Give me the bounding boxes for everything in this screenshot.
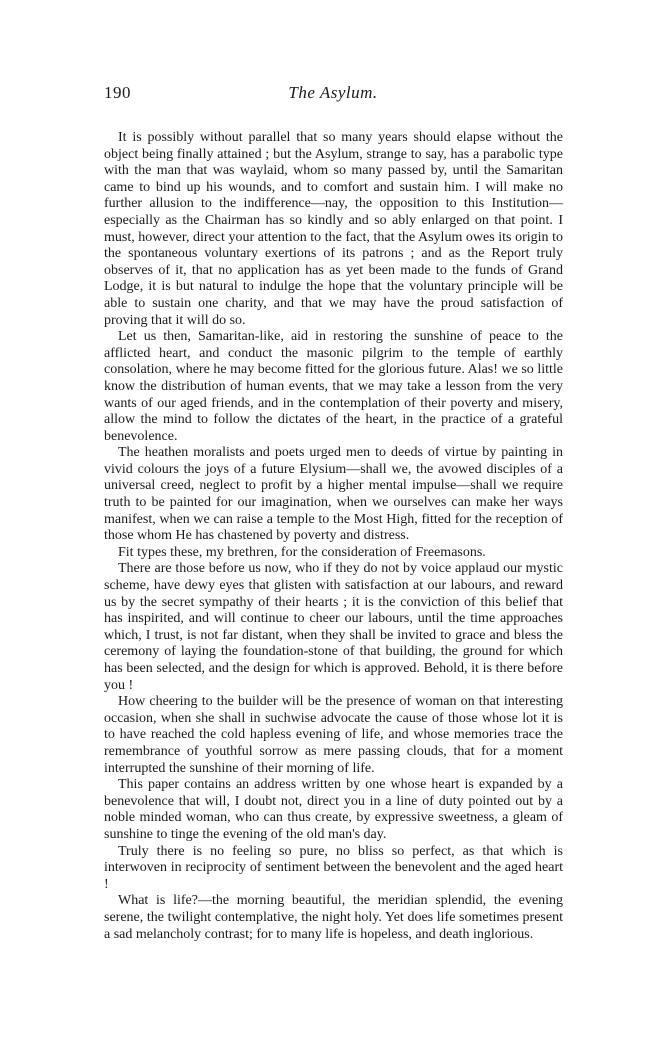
running-title: The Asylum. [288,83,378,102]
body-text [104,130,563,943]
paragraph: How cheering to the builder will be the presence of woman on that interesting occasion, when she shall in suchwise advocate the cause of those whose lot it is to have reached the cold hapless evening of life, and whose memories trace the remembrance of youthful sorrow as mere passing clouds, that for a moment interrupted the sunshine of their morning of life. [104,694,563,776]
paragraph: The heathen moralists and poets urged men to deeds of virtue by painting in vivid colours the joys of a future Elysium—shall we, the avowed disciples of a universal creed, neglect to profit by a higher mental impulse—shall we require truth to be painted for our imagination, when we ourselves can make her ways manifest, when we can raise a temple to the Most High, fitted for the reception of those whom He has chastened by poverty and distress. [104,445,563,544]
page-number: 190 [104,83,131,102]
paragraph: Let us then, Samaritan-like, aid in restoring the sunshine of peace to the afflicted heart, and conduct the masonic pilgrim to the temple of earthly consolation, where he may become fitted for the glorious future. Alas! we so little know the distribution of human events, that we may take a lesson from the very wants of our aged friends, and in the contemplation of their poverty and misery, allow the mind to follow the dictates of the heart, in the practice of a grateful benevolence. [104,329,563,444]
paragraph: What is life?—the morning beautiful, the meridian splendid, the evening serene, the twilight contemplative, the night holy. Yet does life sometimes present a sad melancholy contrast; for to many life is hopeless, and death inglorious. [104,893,563,942]
paragraph: Fit types these, my brethren, for the consideration of Freemasons. [118,544,486,560]
running-head [104,83,562,107]
paragraph: There are those before us now, who if they do not by voice applaud our mystic scheme, have dewy eyes that glisten with satisfaction at our labours, and reward us by the secret sympathy of their hearts ; it is the conviction of this belief that has inspirited, and will continue to cheer our labours, until the time approaches which, I trust, is not far distant, when they shall be invited to grace and bless the ceremony of laying the foundation-stone of that building, the ground for which has been selected, and the design for which is approved. Behold, it is there before you ! [104,561,563,693]
paragraph: It is possibly without parallel that so many years should elapse without the object being finally attained ; but the Asylum, strange to say, has a parabolic type with the man that was waylaid, whom so many passed by, until the Samaritan came to bind up his wounds, and to comfort and sustain him. I will make no further allusion to the indifference—nay, the opposition to this Institution—especially as the Chairman has so kindly and so ably enlarged on that point. I must, however, direct your attention to the fact, that the Asylum owes its origin to the spontaneous voluntary exertions of its patrons ; and as the Report truly observes of it, that no application has as yet been made to the funds of Grand Lodge, it is but natural to indulge the hope that the voluntary principle will be able to sustain one charity, and that we may have the proud satisfaction of proving that it will do so. [104,130,563,328]
paragraph: This paper contains an address written by one whose heart is expanded by a benevolence that will, I doubt not, direct you in a line of duty pointed out by a noble minded woman, who can thus create, by expressive sweetness, a gleam of sunshine to tinge the evening of the old man's day. [104,777,563,842]
paragraph: Truly there is no feeling so pure, no bliss so perfect, as that which is interwoven in reciprocity of sentiment between the benevolent and the aged heart ! [104,843,563,892]
